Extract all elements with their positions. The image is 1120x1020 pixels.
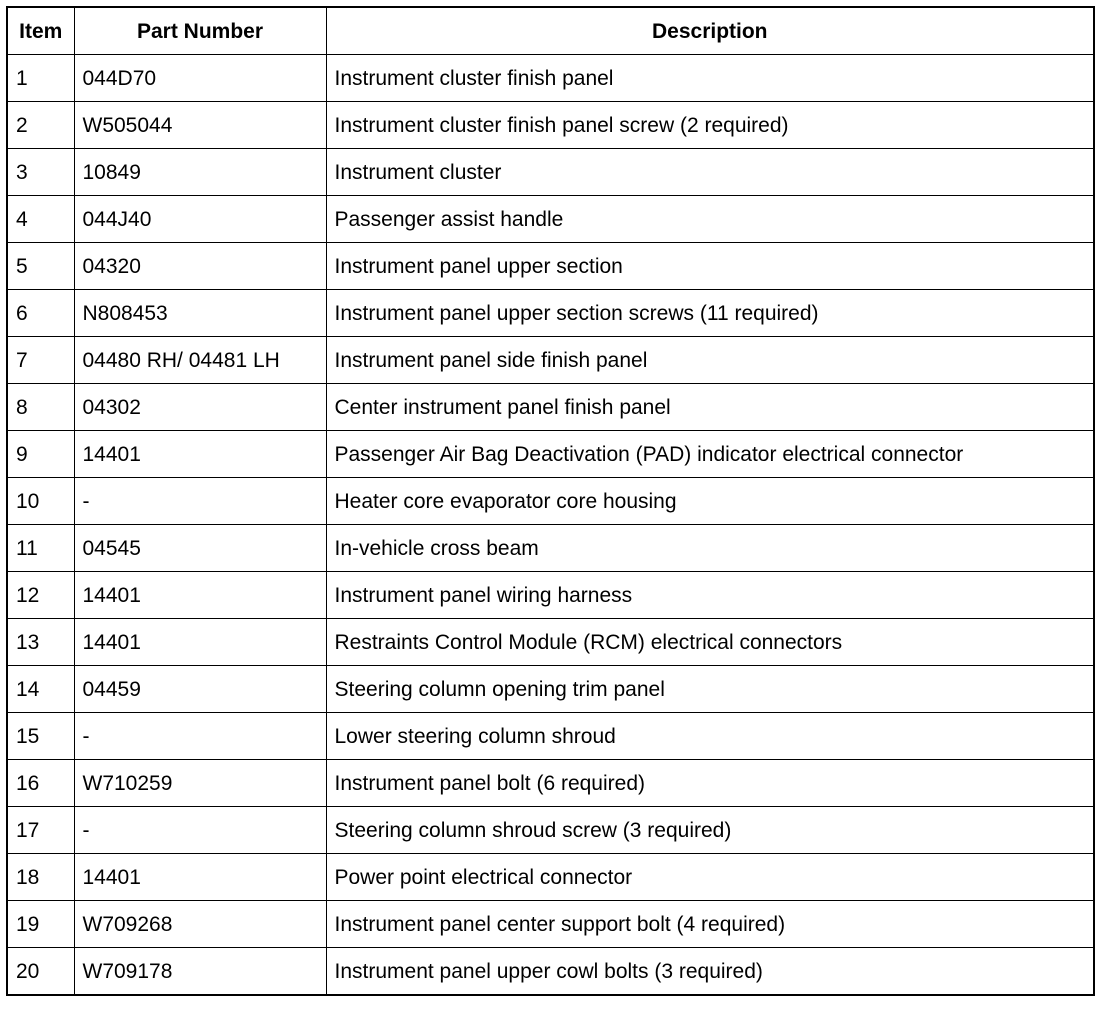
- cell-part-number: 044D70: [74, 55, 326, 102]
- table-body: [7, 55, 1094, 996]
- cell-item: 10: [7, 478, 74, 525]
- cell-item: 12: [7, 572, 74, 619]
- table-row: [7, 337, 1094, 384]
- cell-description: Passenger Air Bag Deactivation (PAD) indicator electrical connector: [326, 431, 1094, 478]
- cell-part-number: 04320: [74, 243, 326, 290]
- table-row: [7, 102, 1094, 149]
- cell-description: Instrument panel upper cowl bolts (3 required): [326, 948, 1094, 996]
- cell-part-number: 14401: [74, 572, 326, 619]
- table-row: [7, 854, 1094, 901]
- header-row: [7, 7, 1094, 55]
- table-row: [7, 196, 1094, 243]
- header-description: Description: [326, 7, 1094, 55]
- cell-item: 13: [7, 619, 74, 666]
- table-row: [7, 149, 1094, 196]
- table-row: [7, 243, 1094, 290]
- cell-description: Power point electrical connector: [326, 854, 1094, 901]
- cell-description: In-vehicle cross beam: [326, 525, 1094, 572]
- cell-part-number: -: [74, 478, 326, 525]
- cell-part-number: N808453: [74, 290, 326, 337]
- cell-description: Instrument panel center support bolt (4 required): [326, 901, 1094, 948]
- table-header: [7, 7, 1094, 55]
- table-row: [7, 760, 1094, 807]
- cell-description: Steering column opening trim panel: [326, 666, 1094, 713]
- cell-item: 17: [7, 807, 74, 854]
- cell-item: 8: [7, 384, 74, 431]
- cell-description: Instrument cluster: [326, 149, 1094, 196]
- cell-part-number: W709178: [74, 948, 326, 996]
- table-row: [7, 807, 1094, 854]
- cell-part-number: 14401: [74, 619, 326, 666]
- cell-description: Instrument cluster finish panel: [326, 55, 1094, 102]
- cell-item: 19: [7, 901, 74, 948]
- table-row: [7, 478, 1094, 525]
- cell-item: 9: [7, 431, 74, 478]
- cell-item: 5: [7, 243, 74, 290]
- cell-part-number: W505044: [74, 102, 326, 149]
- header-item: Item: [7, 7, 74, 55]
- table-row: [7, 666, 1094, 713]
- table-row: [7, 431, 1094, 478]
- cell-item: 4: [7, 196, 74, 243]
- cell-part-number: 14401: [74, 431, 326, 478]
- cell-description: Steering column shroud screw (3 required): [326, 807, 1094, 854]
- cell-item: 20: [7, 948, 74, 996]
- cell-part-number: 04302: [74, 384, 326, 431]
- table-row: [7, 713, 1094, 760]
- cell-part-number: 04545: [74, 525, 326, 572]
- cell-description: Instrument panel bolt (6 required): [326, 760, 1094, 807]
- table-row: [7, 572, 1094, 619]
- cell-item: 1: [7, 55, 74, 102]
- header-part-number: Part Number: [74, 7, 326, 55]
- table-row: [7, 619, 1094, 666]
- cell-description: Center instrument panel finish panel: [326, 384, 1094, 431]
- cell-part-number: 14401: [74, 854, 326, 901]
- cell-part-number: -: [74, 713, 326, 760]
- table-row: [7, 55, 1094, 102]
- cell-item: 2: [7, 102, 74, 149]
- cell-description: Heater core evaporator core housing: [326, 478, 1094, 525]
- cell-item: 15: [7, 713, 74, 760]
- cell-item: 18: [7, 854, 74, 901]
- cell-part-number: -: [74, 807, 326, 854]
- cell-description: Passenger assist handle: [326, 196, 1094, 243]
- cell-description: Restraints Control Module (RCM) electrical connectors: [326, 619, 1094, 666]
- cell-part-number: 10849: [74, 149, 326, 196]
- cell-item: 3: [7, 149, 74, 196]
- table-row: [7, 948, 1094, 996]
- cell-description: Instrument panel side finish panel: [326, 337, 1094, 384]
- cell-description: Lower steering column shroud: [326, 713, 1094, 760]
- cell-part-number: W709268: [74, 901, 326, 948]
- cell-description: Instrument panel upper section: [326, 243, 1094, 290]
- cell-description: Instrument panel wiring harness: [326, 572, 1094, 619]
- cell-item: 11: [7, 525, 74, 572]
- cell-part-number: W710259: [74, 760, 326, 807]
- table-row: [7, 901, 1094, 948]
- cell-part-number: 04480 RH/ 04481 LH: [74, 337, 326, 384]
- parts-table: [6, 6, 1095, 996]
- cell-part-number: 04459: [74, 666, 326, 713]
- cell-item: 16: [7, 760, 74, 807]
- cell-item: 7: [7, 337, 74, 384]
- table-row: [7, 525, 1094, 572]
- cell-description: Instrument panel upper section screws (11 required): [326, 290, 1094, 337]
- cell-part-number: 044J40: [74, 196, 326, 243]
- cell-item: 14: [7, 666, 74, 713]
- cell-item: 6: [7, 290, 74, 337]
- table-row: [7, 290, 1094, 337]
- cell-description: Instrument cluster finish panel screw (2 required): [326, 102, 1094, 149]
- table-row: [7, 384, 1094, 431]
